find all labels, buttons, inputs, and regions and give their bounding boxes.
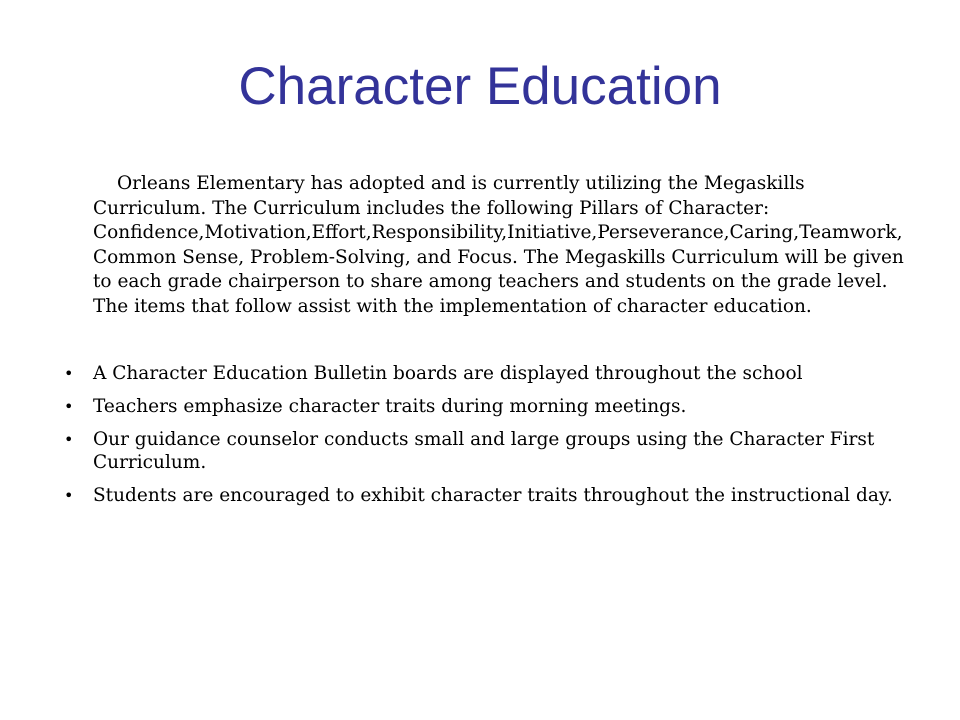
- bullet-item: [64, 395, 909, 418]
- bullet-text: Our guidance counselor conducts small and large groups using the Character First Curriculum.: [93, 429, 875, 473]
- slide-title: Character Education: [238, 57, 722, 116]
- bullet-item: [64, 428, 909, 474]
- bullet-icon: •: [64, 486, 74, 505]
- bullet-text: Students are encouraged to exhibit character traits throughout the instructional day.: [93, 485, 893, 506]
- bullet-list: [64, 362, 909, 517]
- bullet-item: [64, 484, 909, 507]
- intro-paragraph: Orleans Elementary has adopted and is currently utilizing the Megaskills Curriculum. The Curriculum includes the following Pillars of Character: Confidence,Motivation,Effort,Responsibility,Initiative,Perseverance,Caring,Teamwork,Common Sense, Problem-Solving, and Focus. The Megaskills Curriculum will be given to each grade chairperson to share among teachers and students on the grade level. The items that follow assist with the implementation of character education.: [93, 173, 904, 317]
- bullet-icon: •: [64, 364, 74, 383]
- bullet-text: A Character Education Bulletin boards are displayed throughout the school: [93, 363, 803, 384]
- bullet-icon: •: [64, 430, 74, 449]
- bullet-text: Teachers emphasize character traits during morning meetings.: [93, 396, 687, 417]
- bullet-icon: •: [64, 397, 74, 416]
- bullet-item: [64, 362, 909, 385]
